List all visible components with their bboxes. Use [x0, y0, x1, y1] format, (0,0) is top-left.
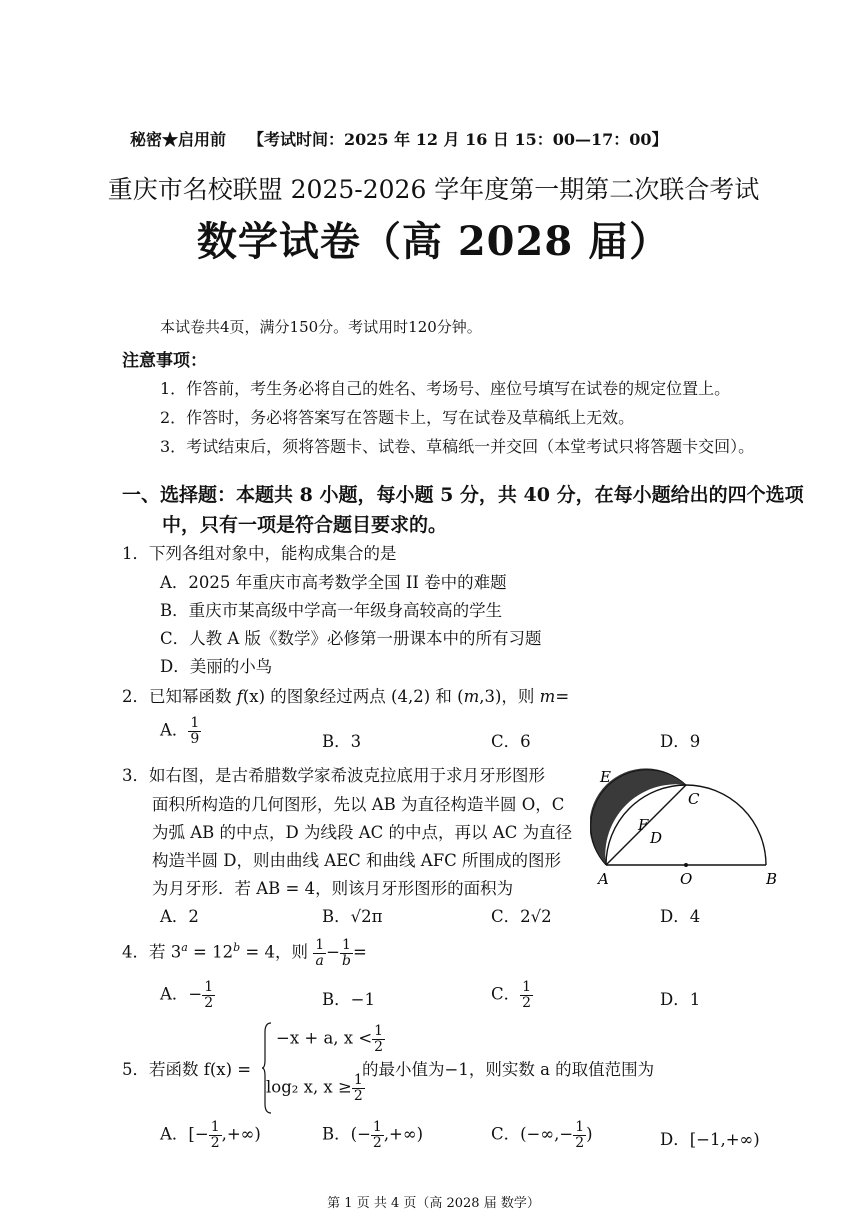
piecewise-case-1: −x + a, x < $\frac{1}{2}$	[276, 1023, 384, 1055]
question-4-stem: 4．若 $3^a = 12^b = 4$，则 $\frac{1}{a}$ − $\frac{1}{b}$ =	[122, 937, 367, 969]
notice-heading: 注意事项：	[122, 351, 207, 371]
notice-item: 1．作答前，考生务必将自己的姓名、考场号、座位号填写在试卷的规定位置上。	[160, 379, 731, 398]
exam-title: 重庆市名校联盟 2025-2026 学年度第一期第二次联合考试	[107, 175, 760, 204]
fraction: $\frac{1}{a}$	[315, 937, 325, 969]
q3-option-d: D．4	[660, 907, 701, 926]
q1-option-d: D．美丽的小鸟	[160, 657, 273, 676]
fraction: $\frac{1}{2}$	[575, 1119, 585, 1151]
q4-option-b: B．−1	[322, 990, 375, 1009]
label-b: B	[766, 870, 778, 888]
question-3-line: 面积所构造的几何图形，先以 AB 为直径构造半圆 O，C	[152, 795, 565, 814]
piecewise-case-2: log₂ x, x ≥ $\frac{1}{2}$	[266, 1072, 363, 1104]
fraction: $\frac{1}{2}$	[353, 1072, 363, 1104]
q5-option-c: C．(−∞,− $\frac{1}{2}$ )	[491, 1119, 593, 1151]
fraction: $\frac{1}{2}$	[204, 979, 214, 1011]
question-3-line: 构造半圆 D，则由曲线 AEC 和曲线 AFC 所围成的图形	[152, 851, 562, 870]
q2-option-a: A． $\frac{1}{9}$	[160, 715, 200, 747]
section-heading: 一、选择题：本题共 8 小题，每小题 5 分，共 40 分，在每小题给出的四个选项	[122, 484, 804, 506]
question-3-line: 3．如右图，是古希腊数学家希波克拉底用于求月牙形图形	[122, 766, 545, 785]
page-footer: 第 1 页 共 4 页（高 2028 届 数学）	[327, 1196, 540, 1211]
q2-option-b: B．3	[322, 732, 362, 751]
intro-text: 本试卷共4页，满分150分。考试用时120分钟。	[160, 318, 482, 336]
secret-label: 秘密★启用前	[130, 130, 227, 149]
question-5-stem-cont: 的最小值为−1，则实数 a 的取值范围为	[362, 1060, 655, 1079]
fraction: $\frac{1}{2}$	[210, 1119, 220, 1151]
point-o	[684, 863, 688, 867]
fraction: $\frac{1}{b}$	[342, 937, 351, 969]
question-3-line: 为月牙形．若 AB = 4，则该月牙形图形的面积为	[152, 879, 514, 898]
question-3-line: 为弧 AB 的中点，D 为线段 AC 的中点，再以 AC 为直径	[152, 823, 573, 842]
label-d: D	[650, 829, 663, 847]
q1-option-c: C．人教 A 版《数学》必修第一册课本中的所有习题	[160, 629, 542, 648]
question-2-stem: 2．已知幂函数 f(x) 的图象经过两点 (4,2) 和 (m,3)，则 m=	[122, 687, 570, 706]
q2-option-c: C．6	[491, 732, 531, 751]
lune-figure	[590, 760, 790, 895]
label-c: C	[688, 790, 700, 808]
fraction: $\frac{1}{9}$	[190, 715, 200, 747]
q4-option-d: D．1	[660, 990, 701, 1009]
label-a: A	[598, 870, 609, 888]
label-e: E	[600, 768, 611, 786]
fraction: $\frac{1}{2}$	[372, 1119, 382, 1151]
q3-option-a: A．2	[160, 907, 199, 926]
fraction: $\frac{1}{2}$	[374, 1023, 384, 1055]
section-heading-cont: 中，只有一项是符合题目要求的。	[162, 514, 448, 536]
question-5-stem: 5．若函数 f(x) =	[122, 1060, 252, 1079]
q4-option-c: C． $\frac{1}{2}$	[491, 979, 532, 1011]
q1-option-b: B．重庆市某高级中学高一年级身高较高的学生	[160, 601, 503, 620]
question-1-stem: 1．下列各组对象中，能构成集合的是	[122, 544, 397, 563]
notice-item: 2．作答时，务必将答案写在答题卡上，写在试卷及草稿纸上无效。	[160, 408, 635, 427]
q5-option-b: B．(− $\frac{1}{2}$ ,+∞)	[322, 1119, 424, 1151]
q3-option-c: C．2√2	[491, 907, 552, 926]
notice-item: 3．考试结束后，须将答题卡、试卷、草稿纸一并交回（本堂考试只将答题卡交回）。	[160, 437, 755, 456]
exam-header	[130, 127, 668, 150]
q5-option-d: D．[−1,+∞)	[660, 1130, 760, 1149]
label-o: O	[680, 870, 693, 888]
q2-option-d: D．9	[660, 732, 701, 751]
exam-time: 【考试时间：2025 年 12 月 16 日 15：00—17：00】	[248, 130, 668, 149]
q3-option-b: B．√2π	[322, 907, 383, 926]
q4-option-a: A．− $\frac{1}{2}$	[160, 979, 214, 1011]
paper-title: 数学试卷（高 2028 届）	[196, 218, 671, 265]
q1-option-a: A．2025 年重庆市高考数学全国 II 卷中的难题	[160, 573, 507, 592]
label-f: F	[638, 816, 649, 834]
fraction: $\frac{1}{2}$	[522, 979, 532, 1011]
q5-option-a: A．[− $\frac{1}{2}$ ,+∞)	[160, 1119, 261, 1151]
